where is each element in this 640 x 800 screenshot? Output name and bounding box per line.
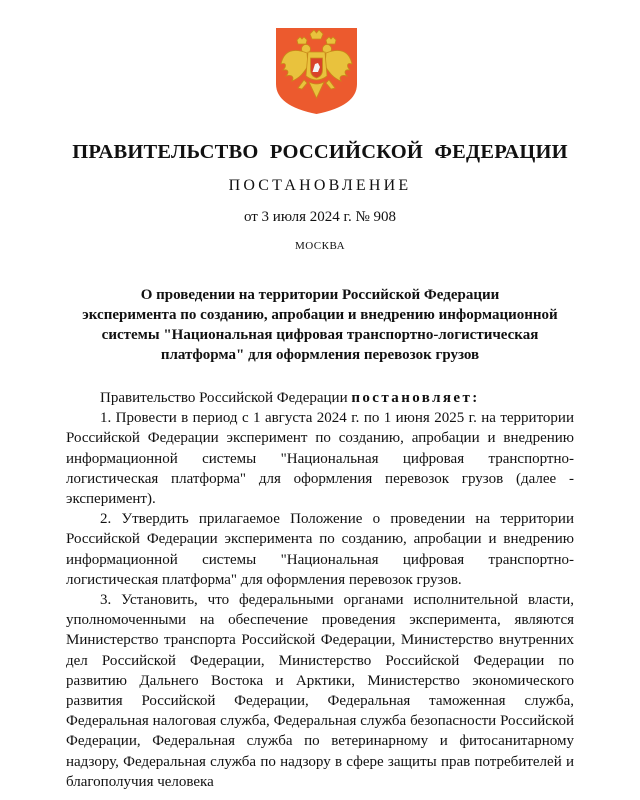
coat-of-arms bbox=[274, 26, 359, 116]
russian-coat-of-arms-icon bbox=[274, 26, 359, 116]
document-body bbox=[66, 388, 574, 792]
decree-keyword: постановляет: bbox=[351, 390, 480, 406]
document-date-number: от 3 июля 2024 г. № 908 bbox=[243, 209, 397, 225]
paragraph-1: 1. Провести в период с 1 августа 2024 г. по 1 июня 2025 г. на территории Российской Федерации эксперимент по созданию, апробации и внедрению информационной системы "Национальная цифровая транспортно-логистическая платформа" для оформления перевозок грузов (далее - эксперимент). bbox=[66, 410, 574, 508]
heading-line: О проведении на территории Российской Федерации bbox=[140, 287, 500, 303]
heading-line: эксперимента по созданию, апробации и внедрению информационной bbox=[82, 307, 558, 323]
government-title: ПРАВИТЕЛЬСТВО РОССИЙСКОЙ ФЕДЕРАЦИИ bbox=[72, 141, 568, 163]
document-city: МОСКВА bbox=[294, 240, 346, 252]
document-type: ПОСТАНОВЛЕНИЕ bbox=[228, 177, 412, 194]
paragraph-3: 3. Установить, что федеральными органами исполнительной власти, уполномоченными на обеспечение проведения эксперимента, являются Министерство транспорта Российской Федерации, Министерство внутренних дел Российской Федерации, Министерство Российской Федерации по развитию Дальнего Востока и Арктики, Министерство экономического развития Российской Федерации, Федеральная таможенная служба, Федеральная налоговая служба, Федеральная служба безопасности Российской Федерации, Федеральная служба по ветеринарному и фитосанитарному надзору, Федеральная служба по надзору в сфере защиты прав потребителей и благополучия человека bbox=[66, 592, 574, 790]
intro-text: Правительство Российской Федерации bbox=[100, 390, 352, 406]
intro-paragraph bbox=[66, 388, 574, 408]
heading-line: системы "Национальная цифровая транспортно-логистическая bbox=[101, 327, 539, 343]
heading-line: платформа" для оформления перевозок грузов bbox=[160, 347, 480, 363]
paragraph-2: 2. Утвердить прилагаемое Положение о проведении на территории Российской Федерации эксперимента по созданию, апробации и внедрению информационной системы "Национальная цифровая транспортно-логистическая платформа" для оформления перевозок грузов. bbox=[66, 511, 574, 588]
document-heading bbox=[60, 285, 580, 365]
